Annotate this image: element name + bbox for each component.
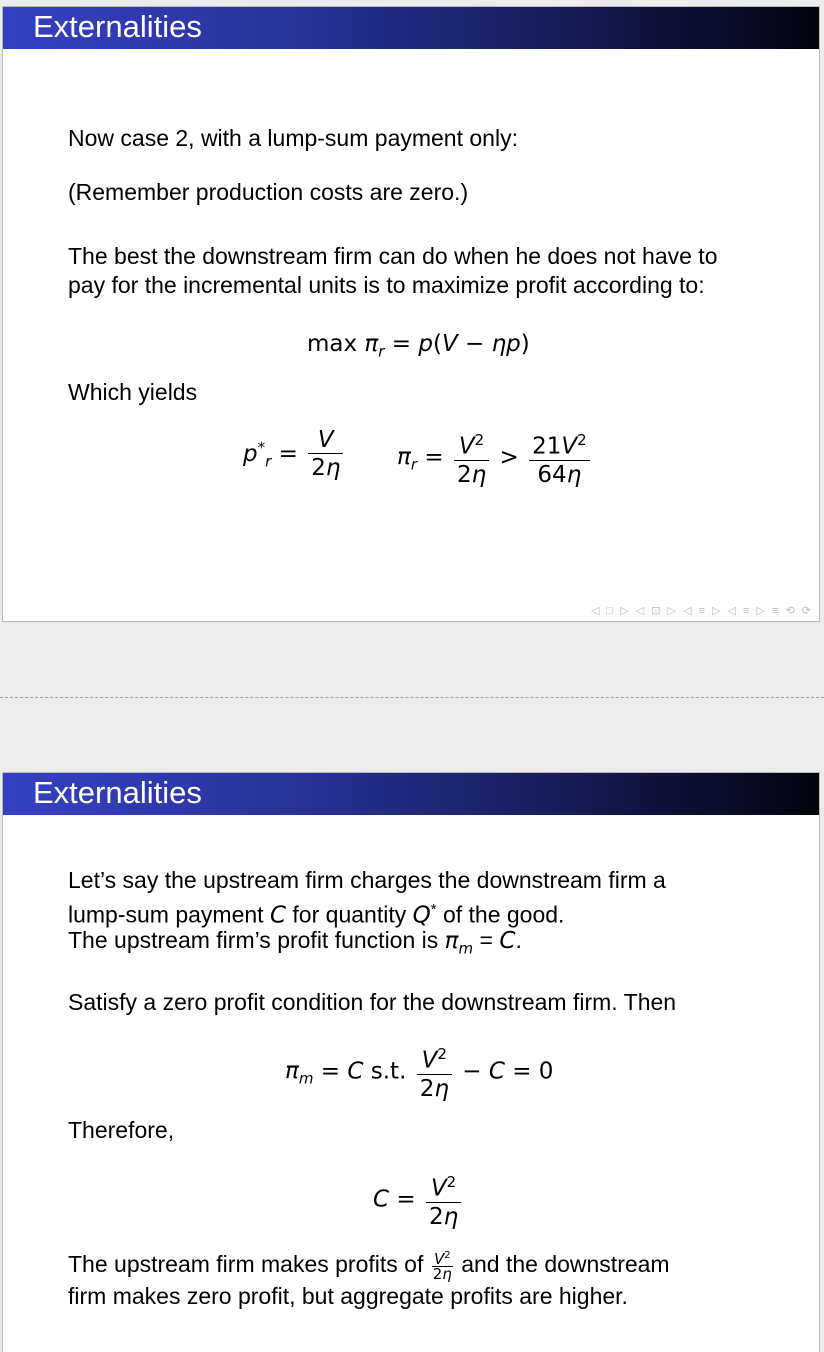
page-divider [0, 697, 824, 698]
slide-2-line-3: The upstream firm’s profit function is $\pi_m = C$. [68, 927, 522, 958]
slide-2 [2, 772, 820, 1352]
constraint-equation: $\pi_m = C$ s.t. $\frac{V^2}{2\eta}$ − C = 0 [285, 1045, 554, 1102]
therefore-label: Therefore, [68, 1117, 175, 1143]
slide-2-line-1: Let’s say the upstream firm charges the downstream firm a [68, 867, 666, 893]
which-yields-label: Which yields [68, 379, 198, 405]
slide-1-title: Externalities [3, 7, 819, 49]
optimal-price-equation: $p^*_r$ = $\frac{V}{2\eta}$ [243, 427, 346, 482]
conclusion-line-1: The upstream firm makes profits of $\frac{V^2}{2\eta}$ and the downstream [68, 1250, 670, 1284]
beamer-navigation-bar[interactable]: ◁ □ ▷ ◁ ⊡ ▷ ◁ ≡ ▷ ◁ ≡ ▷ ≡ ⟲ ⟳ [590, 605, 813, 617]
slide-2-line-2: lump-sum payment C for quantity Q* of the good. [68, 901, 565, 929]
slide-2-title: Externalities [3, 773, 819, 815]
slide-1-line-1: Now case 2, with a lump-sum payment only: [68, 125, 518, 151]
slide-1-paragraph-line-1: The best the downstream firm can do when he does not have to [68, 243, 718, 269]
slide-1 [2, 6, 820, 622]
conclusion-line-2: firm makes zero profit, but aggregate profits are higher. [68, 1283, 628, 1309]
profit-comparison-equation: $\pi_r$ = $\frac{V^2}{2\eta}$ > $\frac{21V^2}{64\eta}$ [397, 427, 593, 489]
lump-sum-equation: C = $\frac{V^2}{2\eta}$ [373, 1169, 464, 1231]
zero-profit-condition-text: Satisfy a zero profit condition for the downstream firm. Then [68, 989, 677, 1015]
slide-1-line-2: (Remember production costs are zero.) [68, 179, 469, 205]
slide-1-paragraph-line-2: pay for the incremental units is to maximize profit according to: [68, 272, 705, 298]
max-profit-equation: $\max \pi_r = p(V - \eta p)$ [307, 331, 530, 361]
